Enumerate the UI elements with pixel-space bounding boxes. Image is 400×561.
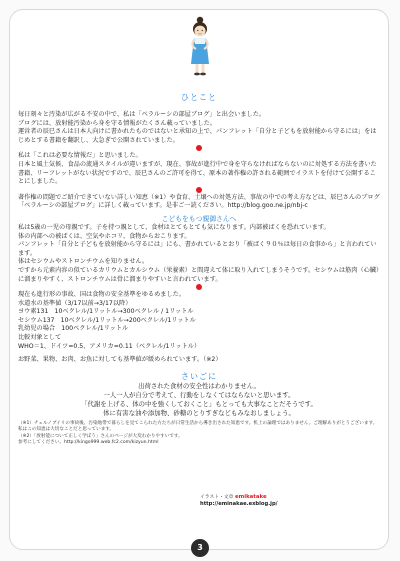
red-dot-icon	[196, 187, 202, 193]
hitokoto-paragraph-1: 毎日刻々と汚染が広がる不安の中で、私は「ベラルーシの部屋ブログ」と出会いました。 ブログには、放射能汚染から身を守る情報がたくさん載っていました。 運営者の辰巳さんは日本人向けに書かれたものではないと承知の上で、パンフレット「自分と子どもを放射能から守るには」をはじめとする書籍を翻訳し、大急ぎで公開されていました。	[18, 111, 377, 144]
kodomo-paragraph-2: 現在も進行形の事故、国は食物の安全基準をゆるめました。 水道水の基準値（3/17以前→3/17以降） ヨウ素131 10ベクレル/1リットル→300ベクレル / 1リットル セシウム137 10ベクレル/1リットル→200ベクレル/1リットル 乳幼児の場合 100ベクレル/1リットル 比較対象として WHO＝1、ドイツ=0.5、アメリカ=0.11（ベクレル/1リットル）	[18, 291, 201, 350]
red-dot-icon	[196, 145, 202, 151]
kodomo-paragraph-3: お野菜、果物、お肉、お魚に対しても基準値が緩められています。（※2）	[18, 356, 222, 364]
character-illustration	[184, 14, 216, 78]
divider-dot-1	[18, 145, 380, 152]
hitokoto-paragraph-3: 著作権の問題でご紹介できていない詳しい知恵（※1）や食育、土壌への対処方法、事故の中での考え方などは、辰巳さんのブログ「ベラルーシの部屋ブログ」に詳しく載っています。是非ご一読ください。http://blog.goo.ne.jp/nbj-c	[18, 193, 380, 210]
footnotes: （※1）チェルノブイリの事故後、汚染地帯で暮らしを見てこられた方たちが日常生活から導き出された知恵です。机上の論理ではありません。ご理解ありがとうございます。私はこの知恵は大切なことだと思っています。 （※2）「放射能について正しく学ぼう」さんのページが大変わかりやすいです。 参考にしてください。http://kingo999.web.fc2.com/kizyun.html	[18, 420, 378, 446]
credit-block	[200, 494, 370, 508]
hitokoto-paragraph-2: 私は「これは必要な情報だ」と思いました。 日本と風土気候、食品の流通スタイルが違いますが、現在、事故が進行中で身を守らなければならないのに対処する方法を書いた書籍、リーフレットがない状況ですので、辰巳さんのご許可を得て、原本の著作権の許される範囲でイラストを付けて公開することにしました。	[18, 152, 377, 186]
heading-saigo: さいごに	[181, 371, 217, 381]
kodomo-paragraph-1: 私は5歳の一児の母親です。子を持つ親として、食材はとてもとても気になります。内部被ばくを恐れています。 体の内部への被ばくは、空気やホコリ、食物からおこります。 パンフレット「自分と子どもを放射能から守るには」にも、書かれているとおり「被ばく９０％は毎日の食事から」と言われています。 体はセシウムやストロンチウムを知りません。 ですから元素内容の似ているカリウムとカルシウム（栄養素）と間違えて体に取り入れてしまうそうです。セシウムは筋肉（心臓）に溜まりやすく、ストロンチウムは骨に溜まりやすいと言われています。	[18, 223, 380, 283]
credit-url-link[interactable]: http://eminakae.exblog.jp/	[200, 501, 278, 507]
credit-label: イラスト・文章	[200, 495, 234, 500]
divider-dot-3	[18, 284, 380, 291]
saigo-paragraph: 出荷された食材の安全性はわかりません。 一人一人が自分で考えて、行動をしなくてはならないと思います。 「代謝を上げる、体の中を強くしておくこと」もとっても大事なことだそうです。 体に有害な油や添加物、砂糖のとりすぎなどもみなおしましょう。	[81, 381, 317, 417]
heading-kodomo: こどもをもつ親御さんへ	[161, 214, 237, 223]
page-number-badge: 3	[191, 539, 209, 557]
main-content	[18, 92, 380, 446]
heading-hitokoto: ひとこと	[181, 93, 217, 102]
divider-dot-2	[18, 187, 380, 194]
credit-line	[200, 494, 370, 501]
credit-brand: emikatake	[234, 494, 267, 500]
red-dot-icon	[196, 284, 202, 290]
